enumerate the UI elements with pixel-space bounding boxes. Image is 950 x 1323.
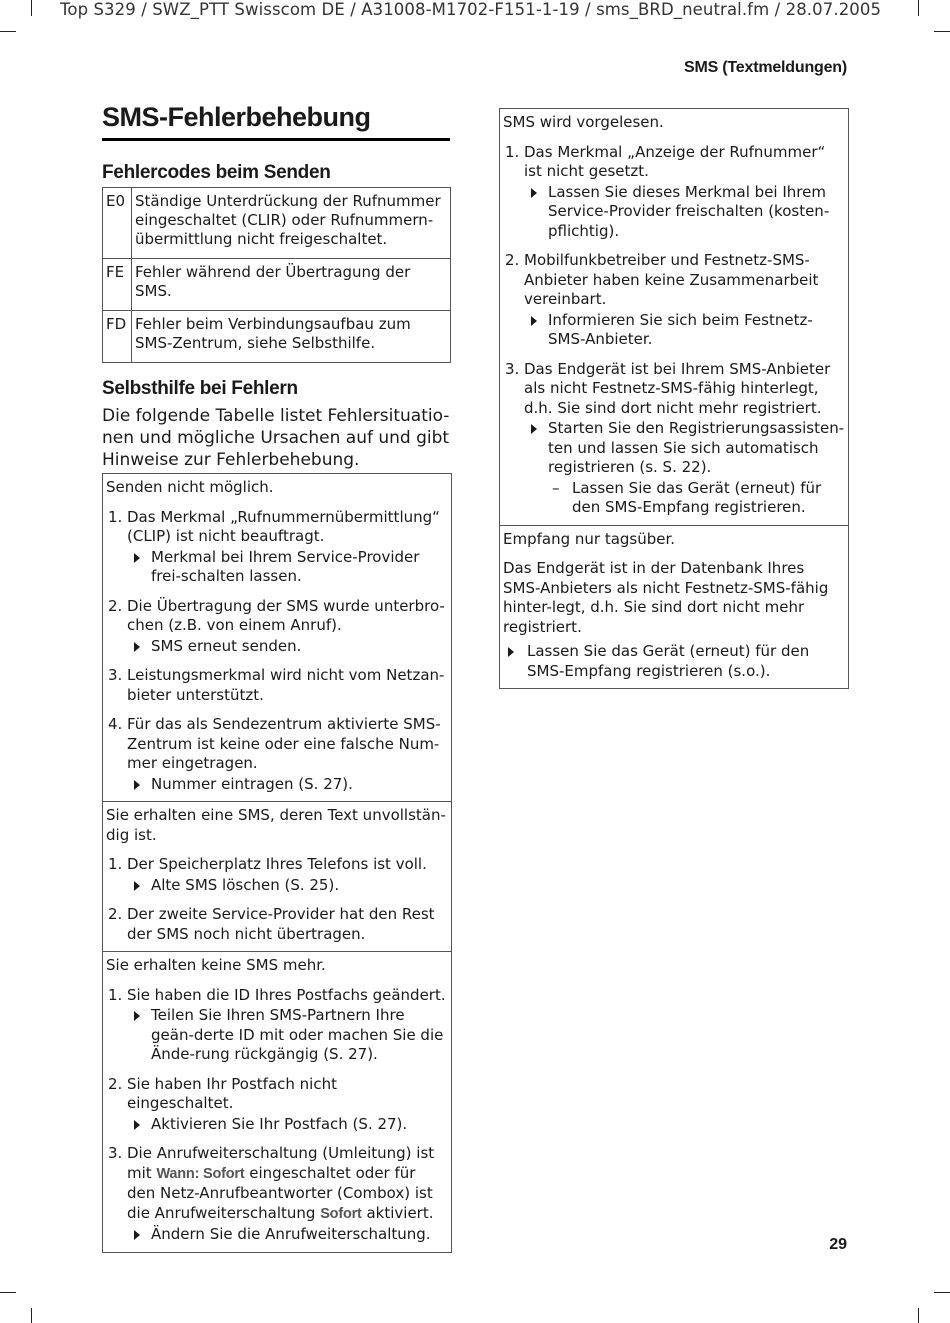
action-text: Starten Sie den Registrierungsassisten-ten und lassen Sie sich automatisch registrieren (s. S. 22). bbox=[548, 419, 845, 476]
action-step bbox=[524, 419, 845, 518]
triangle-right-icon bbox=[134, 881, 140, 891]
item-number: 3. bbox=[505, 359, 520, 378]
triangle-right-icon bbox=[531, 424, 537, 434]
list-item bbox=[106, 855, 448, 895]
item-text-part: Die Anrufweiterschaltung (Umleitung) ist mit bbox=[127, 1144, 435, 1182]
item-text-part: eingeschaltet oder für den Netz-Anrufbeantworter (Combox) ist die Anrufweiterschaltung bbox=[127, 1163, 433, 1222]
sub-step-text: Lassen Sie das Gerät (erneut) für den SMS-Empfang registrieren. bbox=[572, 478, 822, 516]
error-description: Ständige Unterdrückung der Rufnummer eingeschaltet (CLIR) oder Rufnummern-übermittlung nicht freigeschaltet. bbox=[132, 188, 451, 259]
cause-text: Das Endgerät ist in der Datenbank Ihres SMS-Anbieters als nicht Festnetz-SMS-fähig hinter-legt, d.h. Sie sind dort nicht mehr registriert. bbox=[503, 559, 829, 636]
item-text: Für das als Sendezentrum aktivierte SMS-Zentrum ist keine oder eine falsche Num-mer eingetragen. bbox=[127, 715, 441, 772]
troubleshooting-table-left bbox=[102, 473, 452, 1253]
triangle-right-icon bbox=[531, 316, 537, 326]
crop-mark bbox=[918, 1308, 919, 1323]
triangle-right-icon bbox=[134, 1120, 140, 1130]
item-number: 3. bbox=[108, 666, 123, 684]
table-row bbox=[103, 311, 451, 363]
list-item bbox=[106, 986, 448, 1065]
item-number: 1. bbox=[505, 142, 520, 161]
display-text-wann-sofort: Wann: Sofort bbox=[156, 1165, 245, 1182]
action-text: Aktivieren Sie Ihr Postfach (S. 27). bbox=[151, 1114, 408, 1133]
item-text: Sie haben Ihr Postfach nicht eingeschaltet. bbox=[127, 1074, 337, 1112]
table-cell bbox=[103, 801, 451, 951]
table-cell bbox=[103, 951, 451, 1252]
triangle-right-icon bbox=[134, 642, 140, 652]
action-text: Teilen Sie Ihren SMS-Partnern Ihre geän-derte ID mit oder machen Sie die Ände-rung rückgängig (S. 27). bbox=[151, 1006, 444, 1063]
troubleshooting-table-right bbox=[499, 108, 849, 689]
dash-icon: – bbox=[552, 478, 560, 497]
self-help-intro: Die folgende Tabelle listet Fehlersituatio-nen und mögliche Ursachen auf und gibt Hinweise zur Fehlerbehebung. bbox=[102, 406, 450, 470]
item-text: Der zweite Service-Provider hat den Rest der SMS noch nicht übertragen. bbox=[127, 905, 435, 943]
crop-mark bbox=[918, 0, 919, 16]
table-cell bbox=[500, 109, 848, 525]
list-item bbox=[106, 715, 448, 794]
list-item bbox=[106, 508, 448, 587]
item-number: 2. bbox=[108, 1074, 123, 1093]
action-step bbox=[127, 1006, 448, 1065]
crop-mark bbox=[934, 31, 950, 32]
item-text: Das Merkmal „Rufnummernübermittlung“ (CLIP) ist nicht beauftragt. bbox=[127, 507, 440, 545]
list-item bbox=[106, 597, 448, 657]
item-number: 4. bbox=[108, 715, 123, 733]
list-item bbox=[503, 251, 845, 350]
triangle-right-icon bbox=[508, 647, 514, 657]
item-text: Das Endgerät ist bei Ihrem SMS-Anbieter als nicht Festnetz-SMS-fähig hinterlegt, d.h. Sie sind dort nicht mehr registriert. bbox=[524, 359, 831, 417]
item-number: 2. bbox=[108, 905, 123, 923]
page-number: 29 bbox=[829, 1236, 847, 1253]
action-step bbox=[127, 548, 448, 587]
item-number: 3. bbox=[108, 1144, 123, 1162]
self-help-heading: Selbsthilfe bei Fehlern bbox=[102, 378, 298, 399]
crop-mark bbox=[31, 1308, 32, 1323]
crop-mark bbox=[0, 31, 16, 32]
crop-mark bbox=[31, 0, 32, 16]
sub-step bbox=[548, 479, 845, 518]
action-step bbox=[524, 311, 845, 350]
send-errors-heading: Fehlercodes beim Senden bbox=[102, 162, 331, 183]
table-cell bbox=[500, 525, 848, 689]
error-description: Fehler während der Übertragung der SMS. bbox=[132, 259, 451, 311]
triangle-right-icon bbox=[134, 1230, 140, 1240]
action-step bbox=[524, 183, 845, 242]
item-text bbox=[127, 1144, 448, 1224]
action-step bbox=[503, 642, 845, 681]
item-number: 1. bbox=[108, 985, 123, 1004]
item-text: Mobilfunkbetreiber und Festnetz-SMS-Anbieter haben keine Zusammenarbeit vereinbart. bbox=[524, 251, 819, 308]
problem-title: Senden nicht möglich. bbox=[106, 478, 274, 496]
table-row bbox=[103, 188, 451, 259]
list-item bbox=[106, 905, 448, 944]
action-step bbox=[127, 1225, 448, 1245]
list-item bbox=[503, 143, 845, 242]
item-number: 1. bbox=[108, 855, 123, 873]
action-text: Informieren Sie sich beim Festnetz-SMS-Anbieter. bbox=[548, 310, 813, 348]
problem-title: Empfang nur tagsüber. bbox=[503, 529, 676, 548]
action-text: SMS erneut senden. bbox=[151, 636, 302, 655]
triangle-right-icon bbox=[134, 1011, 140, 1021]
item-text: Sie haben die ID Ihres Postfachs geändert. bbox=[127, 985, 446, 1004]
action-step bbox=[127, 876, 448, 896]
running-header: Top S329 / SWZ_PTT Swisscom DE / A31008-M1702-F151-1-19 / sms_BRD_neutral.fm / 28.07.2005 bbox=[60, 0, 882, 19]
error-code-table bbox=[102, 187, 451, 363]
item-text: Leistungsmerkmal wird nicht vom Netzan-bieter unterstützt. bbox=[127, 666, 445, 704]
item-text-part: aktiviert. bbox=[361, 1203, 434, 1222]
error-description: Fehler beim Verbindungsaufbau zum SMS-Zentrum, siehe Selbsthilfe. bbox=[132, 311, 451, 363]
triangle-right-icon bbox=[134, 780, 140, 790]
table-cell bbox=[103, 474, 451, 801]
item-text: Das Merkmal „Anzeige der Rufnummer“ ist nicht gesetzt. bbox=[524, 142, 826, 180]
list-item bbox=[503, 360, 845, 518]
action-text: Lassen Sie das Gerät (erneut) für den SMS-Empfang registrieren (s.o.). bbox=[527, 642, 810, 680]
error-code: FD bbox=[103, 311, 132, 363]
item-text: Die Übertragung der SMS wurde unterbro-chen (z.B. von einem Anruf). bbox=[127, 596, 445, 634]
problem-title: Sie erhalten eine SMS, deren Text unvollstän-dig ist. bbox=[106, 806, 446, 844]
table-row bbox=[103, 259, 451, 311]
triangle-right-icon bbox=[531, 188, 537, 198]
item-number: 2. bbox=[505, 251, 520, 269]
right-column bbox=[499, 108, 849, 689]
page-title: SMS-Fehlerbehebung bbox=[102, 100, 450, 141]
action-step bbox=[127, 1115, 448, 1135]
left-column bbox=[102, 100, 452, 1253]
display-text-sofort: Sofort bbox=[320, 1205, 362, 1222]
problem-title: SMS wird vorgelesen. bbox=[503, 113, 664, 131]
problem-title: Sie erhalten keine SMS mehr. bbox=[106, 956, 326, 974]
action-step bbox=[127, 637, 448, 657]
action-step bbox=[127, 775, 448, 795]
action-text: Ändern Sie die Anrufweiterschaltung. bbox=[151, 1225, 431, 1243]
action-text: Merkmal bei Ihrem Service-Provider frei-schalten lassen. bbox=[151, 547, 420, 585]
item-number: 2. bbox=[108, 596, 123, 615]
item-text: Der Speicherplatz Ihres Telefons ist voll. bbox=[127, 855, 427, 873]
list-item bbox=[106, 666, 448, 705]
action-text: Alte SMS löschen (S. 25). bbox=[151, 875, 340, 894]
action-text: Nummer eintragen (S. 27). bbox=[151, 774, 353, 793]
action-text: Lassen Sie dieses Merkmal bei Ihrem Service-Provider freischalten (kosten-pflichtig). bbox=[548, 182, 830, 240]
section-header: SMS (Textmeldungen) bbox=[683, 59, 847, 76]
item-number: 1. bbox=[108, 507, 123, 526]
triangle-right-icon bbox=[134, 553, 140, 563]
error-code: FE bbox=[103, 259, 132, 311]
crop-mark bbox=[0, 1292, 16, 1293]
error-code: E0 bbox=[103, 188, 132, 259]
list-item bbox=[106, 1144, 448, 1245]
crop-mark bbox=[934, 1292, 950, 1293]
list-item bbox=[106, 1075, 448, 1135]
